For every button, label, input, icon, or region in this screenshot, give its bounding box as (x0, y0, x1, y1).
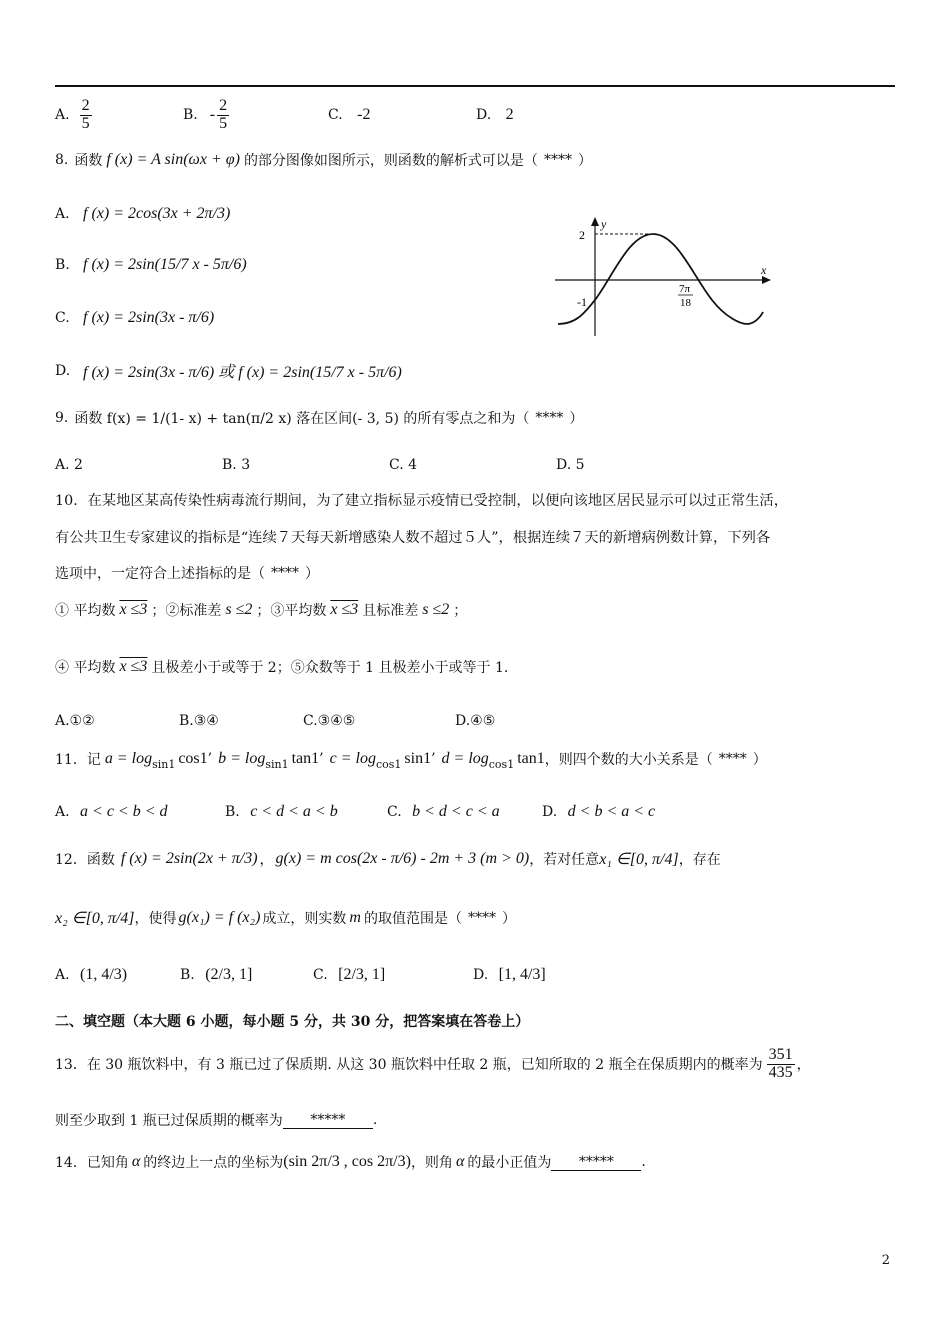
option-label: C. (389, 457, 404, 473)
option-expression: (2/3, 1] (205, 966, 253, 983)
q12-options (55, 966, 546, 984)
def-b: b = log (218, 750, 266, 767)
option-label: D. (473, 967, 489, 983)
condition-text: ； (453, 603, 468, 619)
q12-option-c (313, 966, 473, 984)
paren-close: ） (305, 566, 319, 582)
denominator: 435 (768, 1063, 793, 1081)
question-text: 成立，则实数 (262, 911, 347, 927)
option-label: D. (542, 804, 558, 820)
q14-stem (55, 1152, 646, 1172)
mean-condition: x ≤3 (119, 658, 148, 675)
q9-option-d (556, 457, 585, 473)
option-expression: [1, 4/3] (498, 966, 546, 983)
equation: g(x₁) = f (x₂) (178, 909, 261, 926)
q10-option-a: A.①② (55, 713, 95, 729)
q7-option-a (55, 98, 183, 133)
period: . (372, 1112, 378, 1128)
option-expression: f (x) = 2sin(15/7 x - 5π/6) (83, 256, 247, 273)
option-label: A. (55, 107, 70, 124)
option-expression: c < d < a < b (250, 803, 338, 820)
denominator: 5 (81, 114, 90, 132)
q11-stem (55, 749, 767, 769)
option-label: A. (55, 206, 70, 222)
question-text: 函数 (74, 153, 103, 169)
x2-domain: x₂ ∈[0, π/4] (55, 910, 135, 927)
option-expression: [2/3, 1] (338, 966, 386, 983)
option-value: 2 (74, 457, 83, 473)
log-base: sin1 (265, 757, 289, 771)
question-number: 12．函数 (55, 852, 115, 868)
option-label: A. (55, 804, 70, 820)
q9-option-c (389, 457, 556, 473)
q8-option-c (55, 309, 214, 327)
q12-stem-1 (55, 849, 721, 869)
f-expression: f (x) = 2sin(2x + π/3) (120, 850, 258, 867)
point-coordinates: (sin 2π/3 , cos 2π/3) (283, 1153, 411, 1170)
denominator: 5 (219, 114, 228, 132)
paren-close: ） (752, 752, 767, 768)
q11-option-c (387, 803, 542, 821)
def-c: c = log (329, 750, 376, 767)
numerator: 351 (768, 1046, 793, 1063)
angle-alpha: α (131, 1153, 141, 1170)
q11-option-d (542, 803, 655, 821)
question-number: 8. (55, 152, 69, 168)
option-value: 5 (575, 457, 585, 473)
q11-option-a (55, 803, 225, 821)
function-formula: f (x) = A sin(ωx + φ) (106, 151, 240, 168)
option-value: 2 (505, 106, 514, 124)
condition-text: ④ 平均数 (55, 660, 116, 676)
answer-placeholder: **** (467, 910, 496, 926)
minus-sign: - (209, 106, 216, 124)
q11-options (55, 803, 655, 821)
question-text: ，使得 (134, 911, 177, 927)
x-tick-denominator: 18 (680, 297, 691, 309)
condition-text: 且标准差 (362, 603, 419, 619)
separator: ， (259, 852, 274, 868)
x1-domain: x₁ ∈[0, π/4] (599, 851, 679, 868)
option-label: B. (183, 107, 198, 124)
question-text: 的取值范围是（ (363, 911, 462, 927)
q13-line-1 (55, 1047, 811, 1082)
option-expression: a < c < b < d (80, 803, 168, 820)
question-text: ，则四个数的大小关系是（ (544, 752, 713, 768)
option-label: C. (387, 804, 402, 820)
option-value: -2 (357, 106, 371, 124)
q8-option-d (55, 359, 402, 382)
option-label: C. (313, 967, 328, 983)
stddev-condition: s ≤2 (225, 601, 253, 618)
question-text: 的终边上一点的坐标为 (143, 1155, 284, 1171)
q10-options (55, 713, 495, 729)
question-text: ，若对任意 (529, 852, 600, 868)
option-label: D. (476, 107, 492, 124)
section-heading: 二、填空题（本大题 6 小题，每小题 5 分，共 30 分，把答案填在答卷上） (55, 1014, 530, 1030)
stddev-condition: s ≤2 (422, 601, 450, 618)
answer-placeholder: **** (271, 565, 299, 581)
y-min-label: -1 (577, 295, 587, 309)
x-axis-label: x (761, 263, 767, 277)
probability-fraction (767, 1047, 795, 1082)
q12-stem-2 (55, 908, 516, 928)
separator: ’ (431, 751, 436, 767)
option-label: C. (55, 310, 70, 326)
q13-line-2 (55, 1110, 377, 1130)
q10-option-b: B.③④ (179, 713, 219, 729)
log-base: sin1 (152, 757, 176, 771)
answer-placeholder: **** (543, 152, 572, 168)
answer-placeholder: **** (718, 751, 747, 767)
question-text: ，则角 (410, 1155, 453, 1171)
def-d: d = log (441, 750, 489, 767)
q10-option-d: D.④⑤ (455, 713, 496, 729)
q10-conditions-2 (55, 657, 508, 677)
log-argument: cos1 (178, 750, 208, 767)
option-label: D. (55, 362, 71, 379)
option-expression: f (x) = 2sin(3x - π/6) (83, 309, 215, 326)
q8-option-a (55, 205, 230, 223)
answer-blank: ***** (551, 1154, 641, 1171)
question-text: 13．在 30 瓶饮料中，有 3 瓶已过了保质期. 从这 30 瓶饮料中任取 2 瓶，已知所取的 2 瓶全在保质期内的概率为 (55, 1057, 763, 1074)
def-a: a = log (104, 750, 153, 767)
q11-option-b (225, 803, 387, 821)
condition-text: ；②标准差 (151, 603, 222, 619)
question-text: 的部分图像如图所示，则函数的解析式可以是（ (243, 153, 538, 169)
option-expression: f (x) = 2cos(3x + 2π/3) (83, 205, 231, 222)
sine-graph (555, 212, 785, 342)
paren-close: ） (501, 911, 516, 927)
separator: ’ (319, 751, 324, 767)
x-tick-numerator: 7π (679, 283, 691, 295)
page-number: 2 (881, 1253, 890, 1268)
header-rule (55, 85, 895, 87)
condition-text: ① 平均数 (55, 603, 116, 619)
option-expression: d < b < a < c (567, 803, 656, 820)
variable-m: m (349, 909, 361, 926)
q7-option-b (183, 98, 328, 133)
angle-alpha: α (455, 1153, 465, 1170)
x-axis-arrow (762, 276, 771, 284)
question-text: 函数 f(x) = 1/(1- x) + tan(π/2 x) 落在区间(- 3, 5) 的所有零点之和为（ (74, 411, 530, 427)
q12-option-b (180, 966, 313, 984)
option-label: B. (222, 457, 237, 473)
q7-option-c (328, 106, 476, 124)
log-argument: tan1 (291, 750, 320, 767)
condition-text: ；③平均数 (256, 603, 327, 619)
option-label: D. (556, 457, 572, 473)
q10-conditions-1 (55, 600, 467, 620)
answer-blank: ***** (283, 1112, 373, 1129)
mean-condition: x ≤3 (330, 601, 359, 618)
log-base: cos1 (488, 757, 515, 771)
g-expression: g(x) = m cos(2x - π/6) - 2m + 3 (m > 0) (275, 850, 530, 867)
option-label: C. (328, 107, 343, 124)
q8-stem (55, 150, 592, 170)
numerator: 2 (219, 97, 228, 114)
q10-line-1: 10．在某地区某高传染性病毒流行期间，为了建立指标显示疫情已受控制，以便向该地区居民显示可以过正常生活， (55, 493, 789, 509)
option-label: B. (55, 257, 70, 273)
paren-close: ） (569, 411, 584, 427)
period: . (641, 1154, 646, 1170)
y-axis-arrow (591, 217, 599, 226)
fraction (217, 98, 229, 133)
q9-options (55, 457, 585, 473)
q8-option-b (55, 256, 247, 274)
option-label: A. (55, 967, 70, 983)
q12-option-d (473, 966, 546, 984)
log-argument: sin1 (404, 750, 432, 767)
mean-condition: x ≤3 (119, 601, 148, 618)
option-label: A. (55, 457, 70, 473)
fraction (80, 98, 92, 133)
paren-close: ） (577, 153, 592, 169)
y-axis-label: y (601, 217, 607, 231)
q12-option-a (55, 966, 180, 984)
question-text: 14．已知角 (55, 1155, 129, 1171)
option-value: 4 (408, 457, 418, 473)
q10-line-2: 有公共卫生专家建议的指标是“连续７天每天新增感染人数不超过５人”，根据连续７天的新增病例数计算，下列各 (55, 530, 771, 546)
separator: ， (796, 1057, 811, 1074)
q7-option-d (476, 106, 514, 124)
answer-placeholder: **** (535, 410, 564, 426)
question-text: ，存在 (678, 852, 721, 868)
q7-options (55, 98, 514, 133)
question-text: 选项中，一定符合上述指标的是（ (55, 566, 265, 582)
option-value: 3 (241, 457, 251, 473)
q9-option-a (55, 457, 222, 473)
condition-text: 且极差小于或等于 2；⑤众数等于 1 且极差小于或等于 1. (151, 660, 509, 676)
log-base: cos1 (375, 757, 402, 771)
q10-line-3 (55, 563, 319, 583)
option-expression: f (x) = 2sin(3x - π/6) 或 f (x) = 2sin(15/7 x - 5π/6) (83, 364, 402, 381)
q9-stem (55, 408, 583, 428)
option-label: B. (225, 804, 240, 820)
y-max-label: 2 (579, 228, 585, 242)
sine-curve (558, 234, 763, 324)
numerator: 2 (81, 97, 90, 114)
question-number: 11．记 (55, 752, 101, 768)
q9-option-b (222, 457, 389, 473)
question-number: 9. (55, 410, 69, 426)
separator: ’ (207, 751, 213, 767)
option-expression: (1, 4/3) (80, 966, 128, 983)
question-text: 则至少取到 1 瓶已过保质期的概率为 (55, 1113, 283, 1129)
q10-option-c: C.③④⑤ (303, 713, 356, 729)
question-text: 的最小正值为 (467, 1155, 552, 1171)
option-expression: b < d < c < a (412, 803, 500, 820)
option-label: B. (180, 967, 195, 983)
log-argument: tan1 (517, 750, 545, 767)
